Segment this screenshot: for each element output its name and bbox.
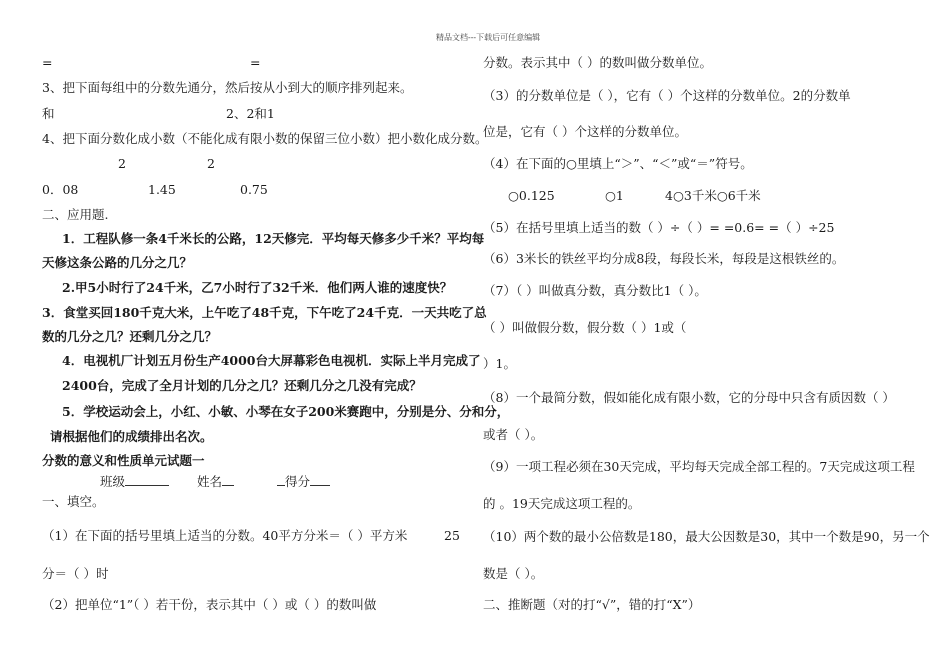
right-line-1: 分数。表示其中（ ）的数叫做分数单位。 (483, 55, 712, 70)
name-label: 姓名 (197, 474, 223, 489)
question-4: 4、把下面分数化成小数（不能化成有限小数的保留三位小数）把小数化成分数。 (42, 131, 488, 146)
decimal-item: 0.75 (240, 182, 268, 197)
fill-q1-line1: （1）在下面的括号里填上适当的分数。40平方分米＝（ ）平方米 (42, 528, 408, 543)
equals-sign: = (250, 55, 261, 70)
compare-item: ○1 (605, 188, 624, 203)
fill-q3-line1: （3）的分数单位是（ ），它有（ ）个这样的分数单位。2的分数单 (483, 88, 851, 103)
fill-q8-line1: （8）一个最简分数，假如能化成有限小数，它的分母中只含有质因数（ ） (483, 390, 895, 405)
equals-sign: = (42, 55, 53, 70)
fill-q10-line1: （10）两个数的最小公倍数是180，最大公因数是30，其中一个数是90，另一个 (483, 529, 930, 544)
test-title: 分数的意义和性质单元试题一 (42, 453, 205, 468)
app-q1-line2: 天修这条公路的几分之几？ (42, 255, 193, 270)
fill-q6: （6）3米长的铁丝平均分成8段，每段长米，每段是这根铁丝的。 (483, 251, 845, 266)
fill-q10-line2: 数是（ ）。 (483, 566, 544, 581)
question-3-and: 和 (42, 106, 55, 121)
section-application: 二、应用题. (42, 207, 109, 222)
decimal-item: 0．08 (42, 182, 79, 197)
section-fill-blank: 一、填空。 (42, 494, 105, 509)
fill-q9-line2: 的 。19天完成这项工程的。 (483, 496, 641, 511)
fill-q4: （4）在下面的○里填上“＞”、“＜”或“＝”符号。 (483, 156, 753, 171)
app-q3-line2: 数的几分之几？还剩几分之几？ (42, 329, 218, 344)
fraction-digit: 2 (207, 156, 215, 171)
fill-q5: （5）在括号里填上适当的数（ ）÷（ ）= =0.6= =（ ）÷25 (483, 220, 835, 235)
compare-item: ○0.125 (508, 188, 555, 203)
fill-q1-number: 25 (444, 528, 460, 543)
fill-q7-line2: （ ）叫做假分数，假分数（ ）1或（ (483, 320, 687, 335)
question-3: 3、把下面每组中的分数先通分，然后按从小到大的顺序排列起来。 (42, 80, 413, 95)
app-q1-line1: 1．工程队修一条4千米长的公路，12天修完．平均每天修多少千米？平均每 (62, 231, 485, 246)
fill-q7-line3: ）1。 (483, 356, 516, 371)
fill-q9-line1: （9）一项工程必须在30天完成，平均每天完成全部工程的。7天完成这项工程 (483, 459, 915, 474)
compare-item: 4○3千米○6千米 (665, 188, 761, 203)
fraction-digit: 2 (118, 156, 126, 171)
app-q5-line1: 5．学校运动会上，小红、小敏、小琴在女子200米赛跑中，分别是分、分和分， (62, 404, 510, 419)
score-label: 得分 (285, 474, 311, 489)
question-3-group: 2、2和1 (226, 106, 275, 121)
name-field (197, 473, 234, 490)
fill-q3-line2: 位是，它有（ ）个这样的分数单位。 (483, 124, 687, 139)
fill-q7-line1: （7）（ ）叫做真分数，真分数比1（ ）。 (483, 283, 707, 298)
app-q5-line2: 请根据他们的成绩排出名次。 (50, 429, 213, 444)
decimal-item: 1.45 (148, 182, 176, 197)
fill-q8-line2: 或者（ ）。 (483, 427, 544, 442)
page-header: 精品文档---下载后可任意编辑 (436, 33, 541, 42)
class-label: 班级 (100, 474, 126, 489)
class-field (100, 473, 169, 490)
fill-q1-line2: 分＝（ ）时 (42, 566, 109, 581)
app-q2: 2.甲5小时行了24千米，乙7小时行了32千米．他们两人谁的速度快？ (62, 280, 453, 295)
score-field (277, 473, 330, 490)
section-judgement: 二、推断题（对的打“√”，错的打“X”） (483, 597, 701, 612)
fill-q2: （2）把单位“1”（ ）若干份，表示其中（ ）或（ ）的数叫做 (42, 597, 377, 612)
app-q4-line1: 4．电视机厂计划五月份生产4000台大屏幕彩色电视机．实际上半月完成了 (62, 353, 481, 368)
app-q3-line1: 3．食堂买回180千克大米，上午吃了48千克，下午吃了24千克．一天共吃了总 (42, 305, 487, 320)
app-q4-line2: 2400台，完成了全月计划的几分之几？还剩几分之几没有完成？ (62, 378, 422, 393)
